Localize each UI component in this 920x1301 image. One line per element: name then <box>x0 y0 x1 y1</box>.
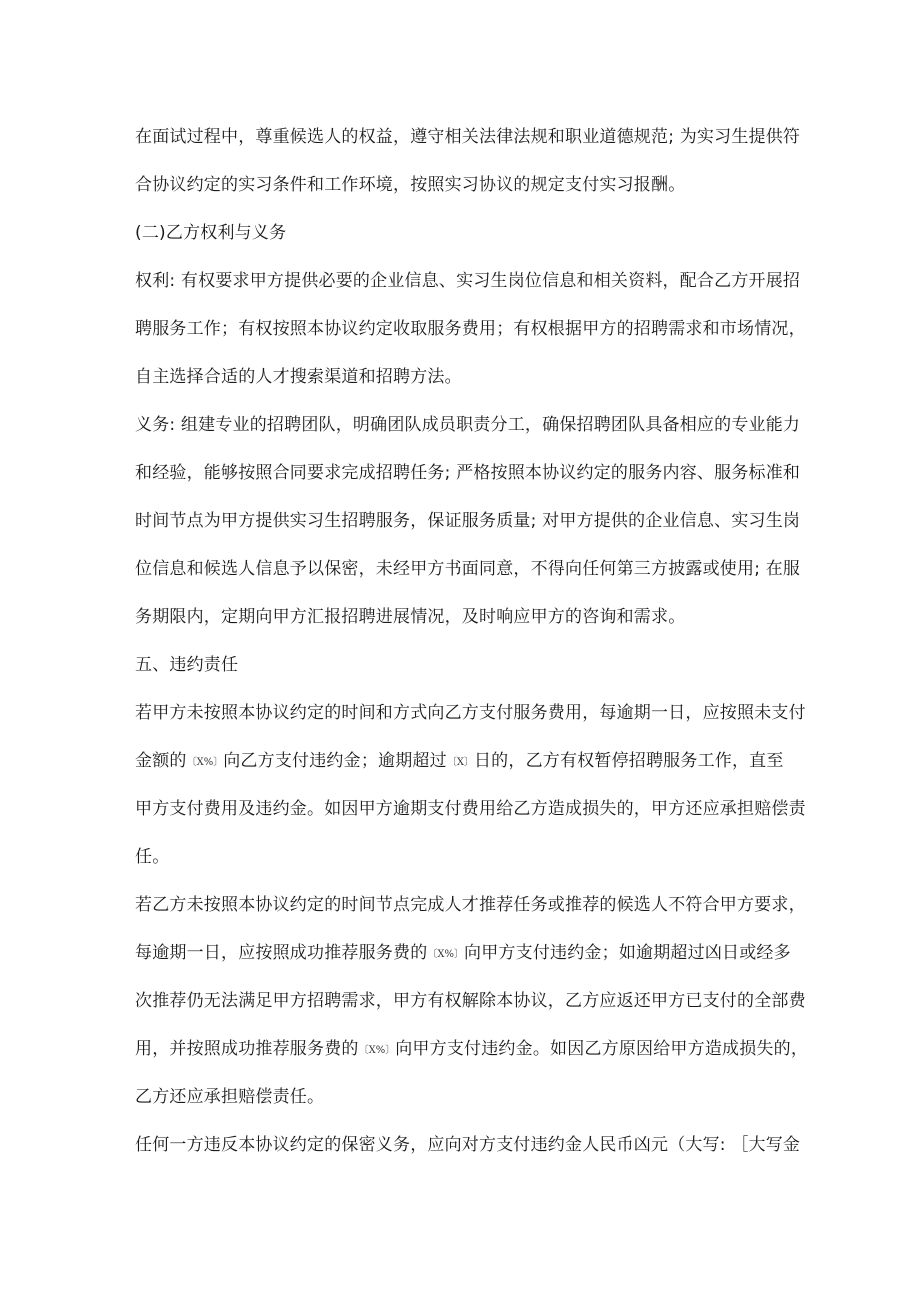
placeholder-bracket: 〔X%〕 <box>427 949 465 960</box>
paragraph-line: 权利: 有权要求甲方提供必要的企业信息、实习生岗位信息和相关资料，配合乙方开展招 <box>135 271 801 291</box>
text-segment: 日的，乙方有权暂停招聘服务工作，直至 <box>473 751 784 771</box>
text-segment: 金额的 <box>135 751 187 771</box>
placeholder-bracket: 〔X%〕 <box>358 1045 396 1056</box>
paragraph-line: 务期限内，定期向甲方汇报招聘进展情况，及时响应甲方的咨询和需求。 <box>135 607 686 627</box>
text-segment: 向甲方支付违约金。如因乙方原因给甲方造成损失的， <box>395 1039 809 1059</box>
text-segment: 用，并按照成功推荐服务费的 <box>135 1039 359 1059</box>
paragraph-line <box>135 1037 815 1063</box>
paragraph-line: 任何一方违反本协议约定的保密义务，应向对方支付违约金人民币凶元（大写: ［大写金 <box>135 1135 801 1155</box>
text-segment: 向甲方支付违约金；如逾期超过凶日或经多 <box>464 943 791 963</box>
placeholder-bracket: 〔X%〕 <box>186 757 224 768</box>
paragraph-line <box>135 941 815 967</box>
paragraph-line: 自主选择合适的人才搜索渠道和招聘方法。 <box>135 367 462 387</box>
paragraph-line: 任。 <box>135 847 170 867</box>
paragraph-line: 和经验，能够按照合同要求完成招聘任务; 严格按照本协议约定的服务内容、服务标准和 <box>135 463 801 483</box>
paragraph-line: 若甲方未按照本协议约定的时间和方式向乙方支付服务费用，每逾期一日，应按照未支付 <box>135 703 806 723</box>
text-segment: 每逾期一日，应按照成功推荐服务费的 <box>135 943 428 963</box>
paragraph-line: 次推荐仍无法满足甲方招聘需求，甲方有权解除本协议，乙方应返还甲方已支付的全部费 <box>135 991 806 1011</box>
paragraph-line: 义务: 组建专业的招聘团队，明确团队成员职责分工，确保招聘团队具备相应的专业能力 <box>135 415 801 435</box>
paragraph-line: 时间节点为甲方提供实习生招聘服务，保证服务质量; 对甲方提供的企业信息、实习生岗 <box>135 511 801 531</box>
placeholder-bracket: 〔X〕 <box>446 757 474 768</box>
paragraph-line: 在面试过程中，尊重候选人的权益，遵守相关法律法规和职业道德规范; 为实习生提供符 <box>135 127 801 147</box>
text-segment: 向乙方支付违约金；逾期超过 <box>223 751 447 771</box>
section-heading: 五、违约责任 <box>135 655 239 675</box>
paragraph-line: 合协议约定的实习条件和工作环境，按照实习协议的规定支付实习报酬。 <box>135 175 686 195</box>
paragraph-line: 位信息和候选人信息予以保密，未经甲方书面同意，不得向任何第三方披露或使用; 在服 <box>135 559 801 579</box>
paragraph-line: 乙方还应承担赔偿责任。 <box>135 1087 325 1107</box>
paragraph-line <box>135 749 815 775</box>
section-heading: (二)乙方权利与义务 <box>135 223 287 243</box>
paragraph-line: 若乙方未按照本协议约定的时间节点完成人才推荐任务或推荐的候选人不符合甲方要求， <box>135 895 806 915</box>
paragraph-line: 甲方支付费用及违约金。如因甲方逾期支付费用给乙方造成损失的，甲方还应承担赔偿责 <box>135 799 806 819</box>
paragraph-line: 聘服务工作；有权按照本协议约定收取服务费用；有权根据甲方的招聘需求和市场情况， <box>135 319 806 339</box>
